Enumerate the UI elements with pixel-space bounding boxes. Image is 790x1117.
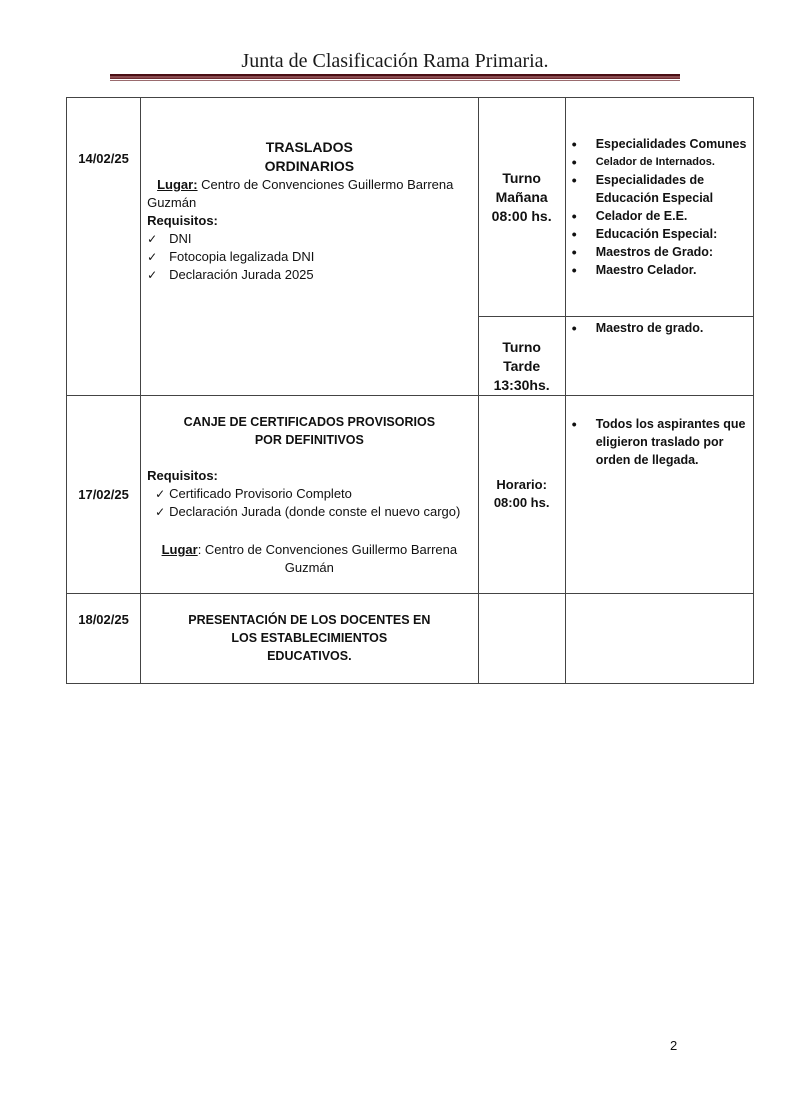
list-item: • Celador de E.E. xyxy=(566,207,753,225)
turno-tarde xyxy=(479,338,565,395)
requisitos-label: Requisitos: xyxy=(147,213,218,228)
table-row xyxy=(67,98,754,317)
list-item: ✓ Certificado Provisorio Completo xyxy=(155,485,477,503)
lugar-block xyxy=(141,176,477,212)
horario-line: Horario: xyxy=(496,477,547,492)
activity-cell xyxy=(141,98,478,396)
aspirantes-cell xyxy=(565,98,753,317)
horario xyxy=(479,476,565,512)
date-text: 14/02/25 xyxy=(78,151,129,166)
turno-line: 08:00 hs. xyxy=(491,208,552,224)
schedule-table xyxy=(66,97,754,684)
header-rule-thin xyxy=(110,80,680,81)
list-item: • Todos los aspirantes que eligieron traslado por orden de llegada. xyxy=(566,415,753,469)
page-header-title: Junta de Clasificación Rama Primaria. xyxy=(241,50,549,72)
list-item: • Maestros de Grado: xyxy=(566,243,753,261)
activity-title-line: EDUCATIVOS. xyxy=(267,649,352,663)
activity-title-line: ORDINARIOS xyxy=(264,158,355,174)
turno-line: Mañana xyxy=(495,189,548,205)
date-text: 18/02/25 xyxy=(78,612,129,627)
list-item: ✓ Fotocopia legalizada DNI xyxy=(147,248,477,266)
date-cell xyxy=(67,396,141,594)
list-item: ✓ Declaración Jurada 2025 xyxy=(147,266,477,284)
turno-cell xyxy=(478,317,565,396)
horario-line: 08:00 hs. xyxy=(493,495,550,510)
turno-manana xyxy=(479,169,565,226)
empty-cell xyxy=(478,594,565,684)
activity-title xyxy=(141,611,477,665)
lugar-value: : Centro de Convenciones Guillermo Barrena Guzmán xyxy=(197,542,458,575)
horario-cell xyxy=(478,396,565,594)
table-row xyxy=(67,594,754,684)
requisitos-list xyxy=(141,485,477,521)
date-cell xyxy=(67,98,141,396)
aspirantes-cell xyxy=(565,317,753,396)
date-cell xyxy=(67,594,141,684)
requisitos-label: Requisitos: xyxy=(147,468,218,483)
aspirantes-cell xyxy=(565,396,753,594)
activity-cell xyxy=(141,594,478,684)
list-item: • Especialidades Comunes xyxy=(566,135,753,153)
header-rule xyxy=(110,74,680,79)
manana-list xyxy=(566,135,753,279)
activity-title xyxy=(141,138,477,176)
list-item: • Maestro Celador. xyxy=(566,261,753,279)
lugar-value: Centro de Convenciones Guillermo Barrena Guzmán xyxy=(147,177,454,210)
lugar-block xyxy=(141,541,477,577)
activity-title-line: TRASLADOS xyxy=(265,139,353,155)
list-item: • Maestro de grado. xyxy=(566,319,753,337)
lugar-label: Lugar xyxy=(161,542,198,557)
date-text: 17/02/25 xyxy=(78,487,129,502)
list-item: ✓ DNI xyxy=(147,230,477,248)
turno-line: 13:30hs. xyxy=(493,377,550,393)
turno-cell xyxy=(478,98,565,317)
turno-line: Turno xyxy=(502,339,541,355)
aspirantes-list xyxy=(566,415,753,469)
list-item: • Educación Especial: xyxy=(566,225,753,243)
list-item: ✓ Declaración Jurada (donde conste el nuevo cargo) xyxy=(155,503,477,521)
turno-line: Tarde xyxy=(503,358,541,374)
requisitos-list xyxy=(141,230,477,284)
activity-title: CANJE DE CERTIFICADOS PROVISORIOS POR DEFINITIVOS xyxy=(183,415,436,447)
activity-cell xyxy=(141,396,478,594)
table-row xyxy=(67,396,754,594)
list-item: • Celador de Internados. xyxy=(566,153,753,171)
activity-title-line: PRESENTACIÓN DE LOS DOCENTES EN LOS ESTABLECIMIENTOS xyxy=(188,613,431,645)
turno-line: Turno xyxy=(502,170,541,186)
page-number: 2 xyxy=(670,1038,678,1053)
lugar-label: Lugar: xyxy=(157,177,198,192)
list-item: • Especialidades de Educación Especial xyxy=(566,171,753,207)
empty-cell xyxy=(565,594,753,684)
tarde-list xyxy=(566,319,753,337)
